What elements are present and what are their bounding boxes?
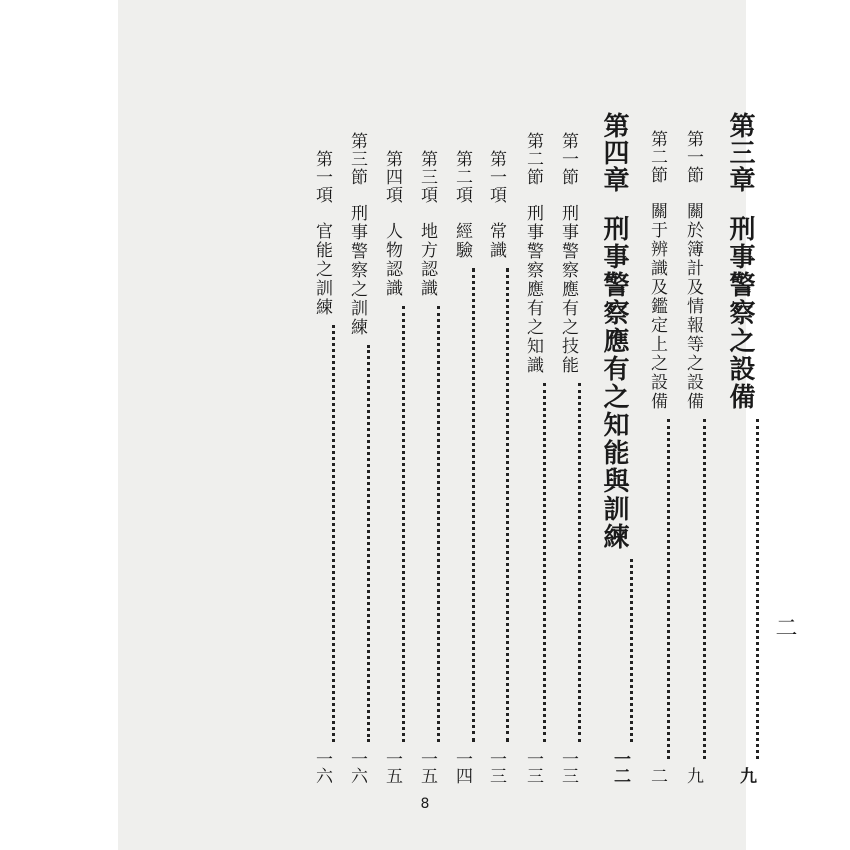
- toc-entry-section: [345, 132, 370, 784]
- entry-label: 第四章: [599, 112, 629, 193]
- toc-entry-item: [310, 150, 335, 784]
- entry-title: 常識: [486, 222, 506, 260]
- entry-title: 地方認識: [417, 222, 437, 298]
- entry-page: 一四: [452, 750, 472, 784]
- entry-page: 一五: [417, 750, 437, 784]
- toc-entry-item: [415, 150, 440, 784]
- entry-title: 人物認識: [382, 222, 402, 298]
- entry-page: 一六: [312, 750, 332, 784]
- toc-entry-section: [521, 132, 546, 784]
- leader-dots: [703, 419, 706, 759]
- entry-title: 刑事警察之訓練: [347, 204, 367, 337]
- page-number: 8: [420, 796, 430, 812]
- entry-title: 刑事警察之設備: [725, 215, 755, 411]
- entry-title: 關于辨識及鑑定上之設備: [647, 202, 667, 411]
- leader-dots: [472, 268, 475, 742]
- toc-entry-section: [681, 130, 706, 784]
- leader-dots: [756, 419, 759, 759]
- leader-dots: [402, 306, 405, 742]
- page-sheet: [118, 0, 797, 850]
- entry-label: 第三章: [725, 112, 755, 193]
- leader-dots: [578, 383, 581, 742]
- entry-page: 一三: [558, 750, 578, 784]
- entry-label: 第一項: [312, 150, 332, 204]
- entry-page: 一六: [347, 750, 367, 784]
- toc-entry-section: [556, 132, 581, 784]
- leader-dots: [506, 268, 509, 742]
- entry-label: 第一項: [486, 150, 506, 204]
- toc-entry-section: [645, 130, 670, 784]
- leader-dots: [437, 306, 440, 742]
- entry-title: 刑事警察應有之知識: [523, 204, 543, 375]
- entry-page: 一三: [486, 750, 506, 784]
- toc-entry-chapter-4: [596, 112, 633, 784]
- entry-page: 九: [683, 767, 703, 784]
- entry-label: 第二項: [452, 150, 472, 204]
- entry-title: 刑事警察應有之知能與訓練: [599, 215, 629, 551]
- toc-entry-item: [380, 150, 405, 784]
- entry-page: 一五: [382, 750, 402, 784]
- toc-entry-chapter-3: [722, 112, 759, 784]
- entry-title: 關於簿計及情報等之設備: [683, 202, 703, 411]
- entry-page: 九: [736, 767, 756, 784]
- entry-label: 第三節: [347, 132, 367, 186]
- entry-title: 經驗: [452, 222, 472, 260]
- entry-label: 第一節: [683, 130, 703, 184]
- entry-label: 第二節: [647, 130, 667, 184]
- entry-page: 二: [647, 767, 667, 784]
- leader-dots: [332, 325, 335, 742]
- leader-dots: [367, 345, 370, 742]
- leader-dots: [543, 383, 546, 742]
- leader-dots: [667, 419, 670, 759]
- toc-entry-item: [450, 150, 475, 784]
- running-page-number: 二: [772, 616, 797, 638]
- entry-page: 一二: [610, 750, 630, 784]
- toc-entry-item: [484, 150, 509, 784]
- entry-label: 第二節: [523, 132, 543, 186]
- entry-page: 一三: [523, 750, 543, 784]
- entry-label: 第三項: [417, 150, 437, 204]
- leader-dots: [630, 559, 633, 742]
- entry-title: 官能之訓練: [312, 222, 332, 317]
- entry-label: 第四項: [382, 150, 402, 204]
- entry-title: 刑事警察應有之技能: [558, 204, 578, 375]
- entry-label: 第一節: [558, 132, 578, 186]
